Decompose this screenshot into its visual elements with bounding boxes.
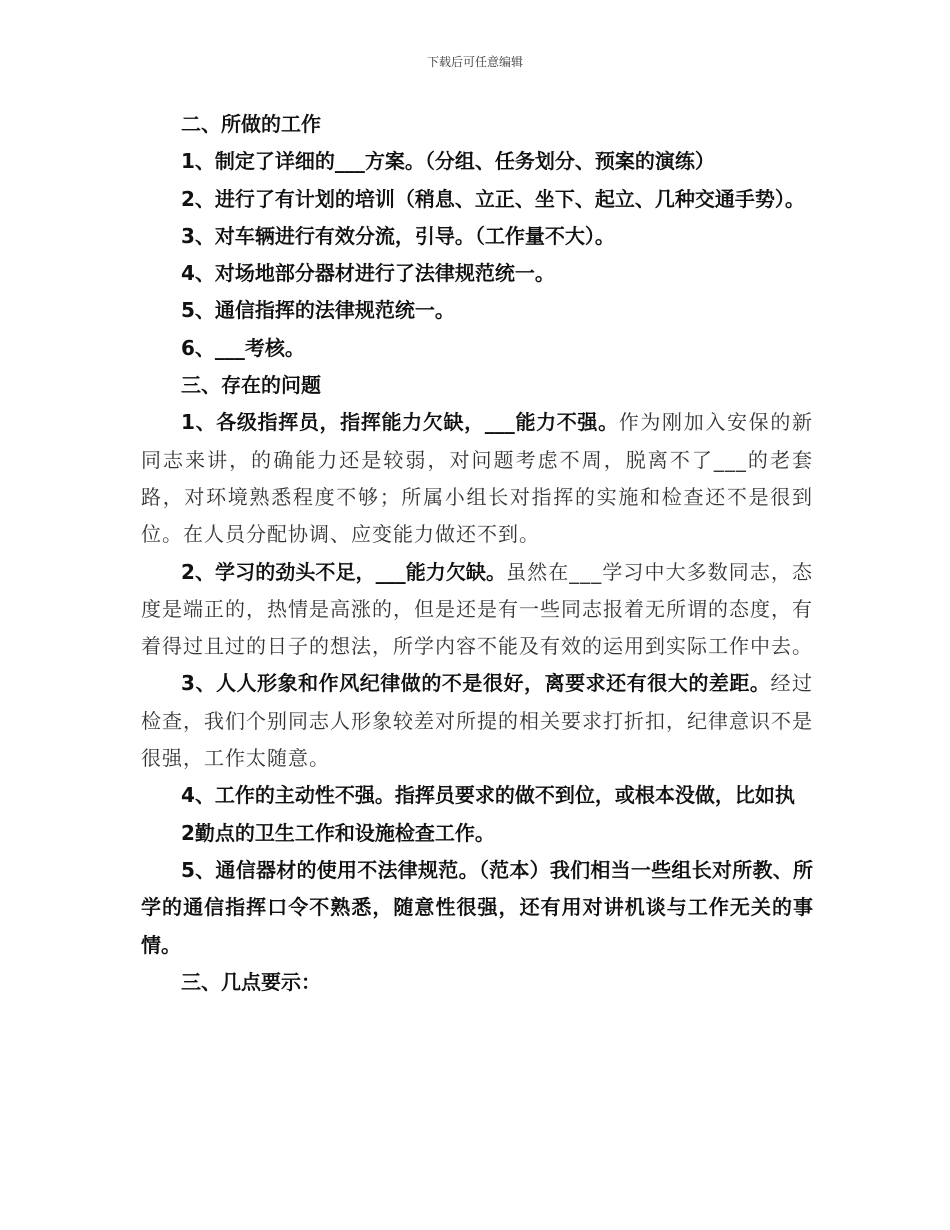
paragraph-bold-text: 4、对场地部分器材进行了法律规范统一。 [181, 261, 555, 286]
paragraph-bold-text: 5、通信指挥的法律规范统一。 [181, 298, 455, 323]
list-item [141, 777, 813, 814]
paragraph-bold-text: 二、所做的工作 [181, 112, 321, 136]
list-item [141, 218, 813, 255]
list-item [141, 554, 813, 666]
paragraph-bold-text: 2、进行了有计划的培训（稍息、立正、坐下、起立、几种交通手势）。 [181, 186, 805, 211]
paragraph-bold-text: 1、各级指挥员，指挥能力欠缺，___能力不强。 [181, 410, 619, 435]
paragraph-bold-text: 6、___考核。 [181, 335, 305, 360]
paragraph-bold-text: 三、存在的问题 [181, 373, 321, 398]
list-item [141, 181, 813, 218]
paragraph-bold-text: 3、对车辆进行有效分流，引导。（工作量不大）。 [181, 223, 615, 248]
paragraph-bold-text: 1、制定了详细的___方案。（分组、任务划分、预案的演练） [181, 149, 715, 174]
section-heading-problems [141, 367, 813, 404]
paragraph-bold-text: 4、工作的主动性不强。指挥员要求的做不到位，或根本没做，比如执 [181, 783, 795, 808]
paragraph-body-text: 经过检查，我们个别同志人形象较差对所提的相关要求打折扣，纪律意识不是很强，工作太随意。 [141, 671, 814, 771]
list-item [141, 852, 813, 964]
paragraph-body-text: 虽然在___学习中大多数同志，态度是端正的，热情是高涨的，但是还是有一些同志报着无所谓的态度，有着得过且过的日子的想法，所学内容不能及有效的运用到实际工作中去。 [141, 559, 813, 659]
list-item [141, 404, 813, 553]
paragraph-bold-text: 三、几点要示： [181, 969, 321, 994]
document-body [141, 106, 813, 1001]
list-item [141, 292, 813, 329]
section-heading-work [141, 106, 813, 143]
paragraph-bold-text: 3、人人形象和作风纪律做的不是很好，离要求还有很大的差距。 [181, 671, 771, 696]
list-item [141, 815, 813, 852]
paragraph-bold-text: 2勤点的卫生工作和设施检查工作。 [181, 820, 495, 845]
paragraph-bold-text: 5、通信器材的使用不法律规范。（范本）我们相当一些组长对所教、所学的通信指挥口令不熟悉，随意性很强，还有用对讲机谈与工作无关的事情。 [141, 857, 813, 957]
page-header: 下载后可任意编辑 [426, 55, 523, 69]
list-item [141, 665, 813, 777]
section-heading-requirements [141, 964, 813, 1001]
list-item [141, 255, 813, 292]
list-item [141, 143, 813, 180]
paragraph-bold-text: 2、学习的劲头不足，___能力欠缺。 [181, 559, 507, 584]
list-item [141, 330, 813, 367]
paragraph-body-text: 作为刚加入安保的新同志来讲，的确能力还是较弱，对问题考虑不周，脱离不了___的老套路，对环境熟悉程度不够；所属小组长对指挥的实施和检查还不是很到位。在人员分配协调、应变能力做还不到。 [141, 410, 813, 547]
